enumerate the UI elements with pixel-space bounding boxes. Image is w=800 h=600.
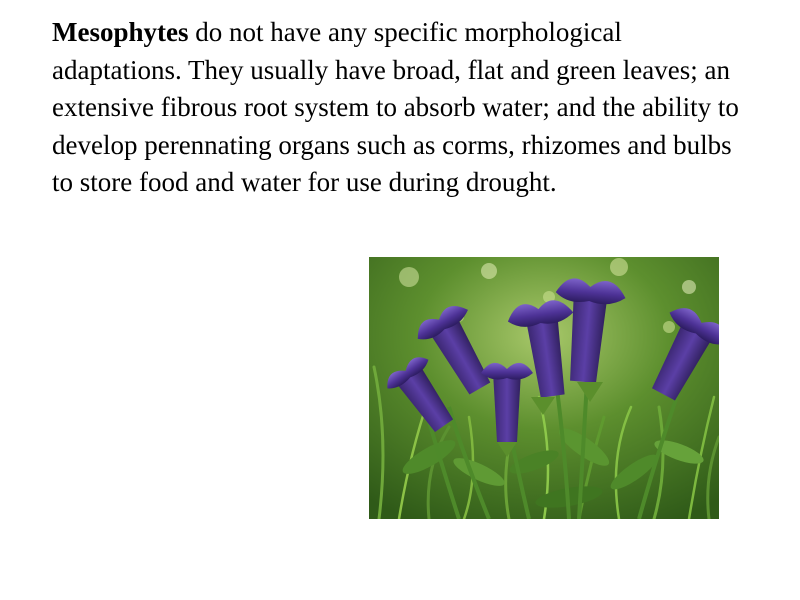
gentian-flowers-illustration bbox=[369, 257, 719, 519]
paragraph-body: do not have any specific morphological adaptations. They usually have broad, flat and green leaves; an extensive fibrous root system to absorb water; and the ability to develop perennating organs such as corms, rhizomes and bulbs to store food and water for use during drought. bbox=[52, 17, 739, 197]
term-mesophytes: Mesophytes bbox=[52, 17, 189, 47]
mesophytes-paragraph bbox=[52, 14, 742, 202]
gentian-flowers-photo bbox=[369, 257, 719, 519]
